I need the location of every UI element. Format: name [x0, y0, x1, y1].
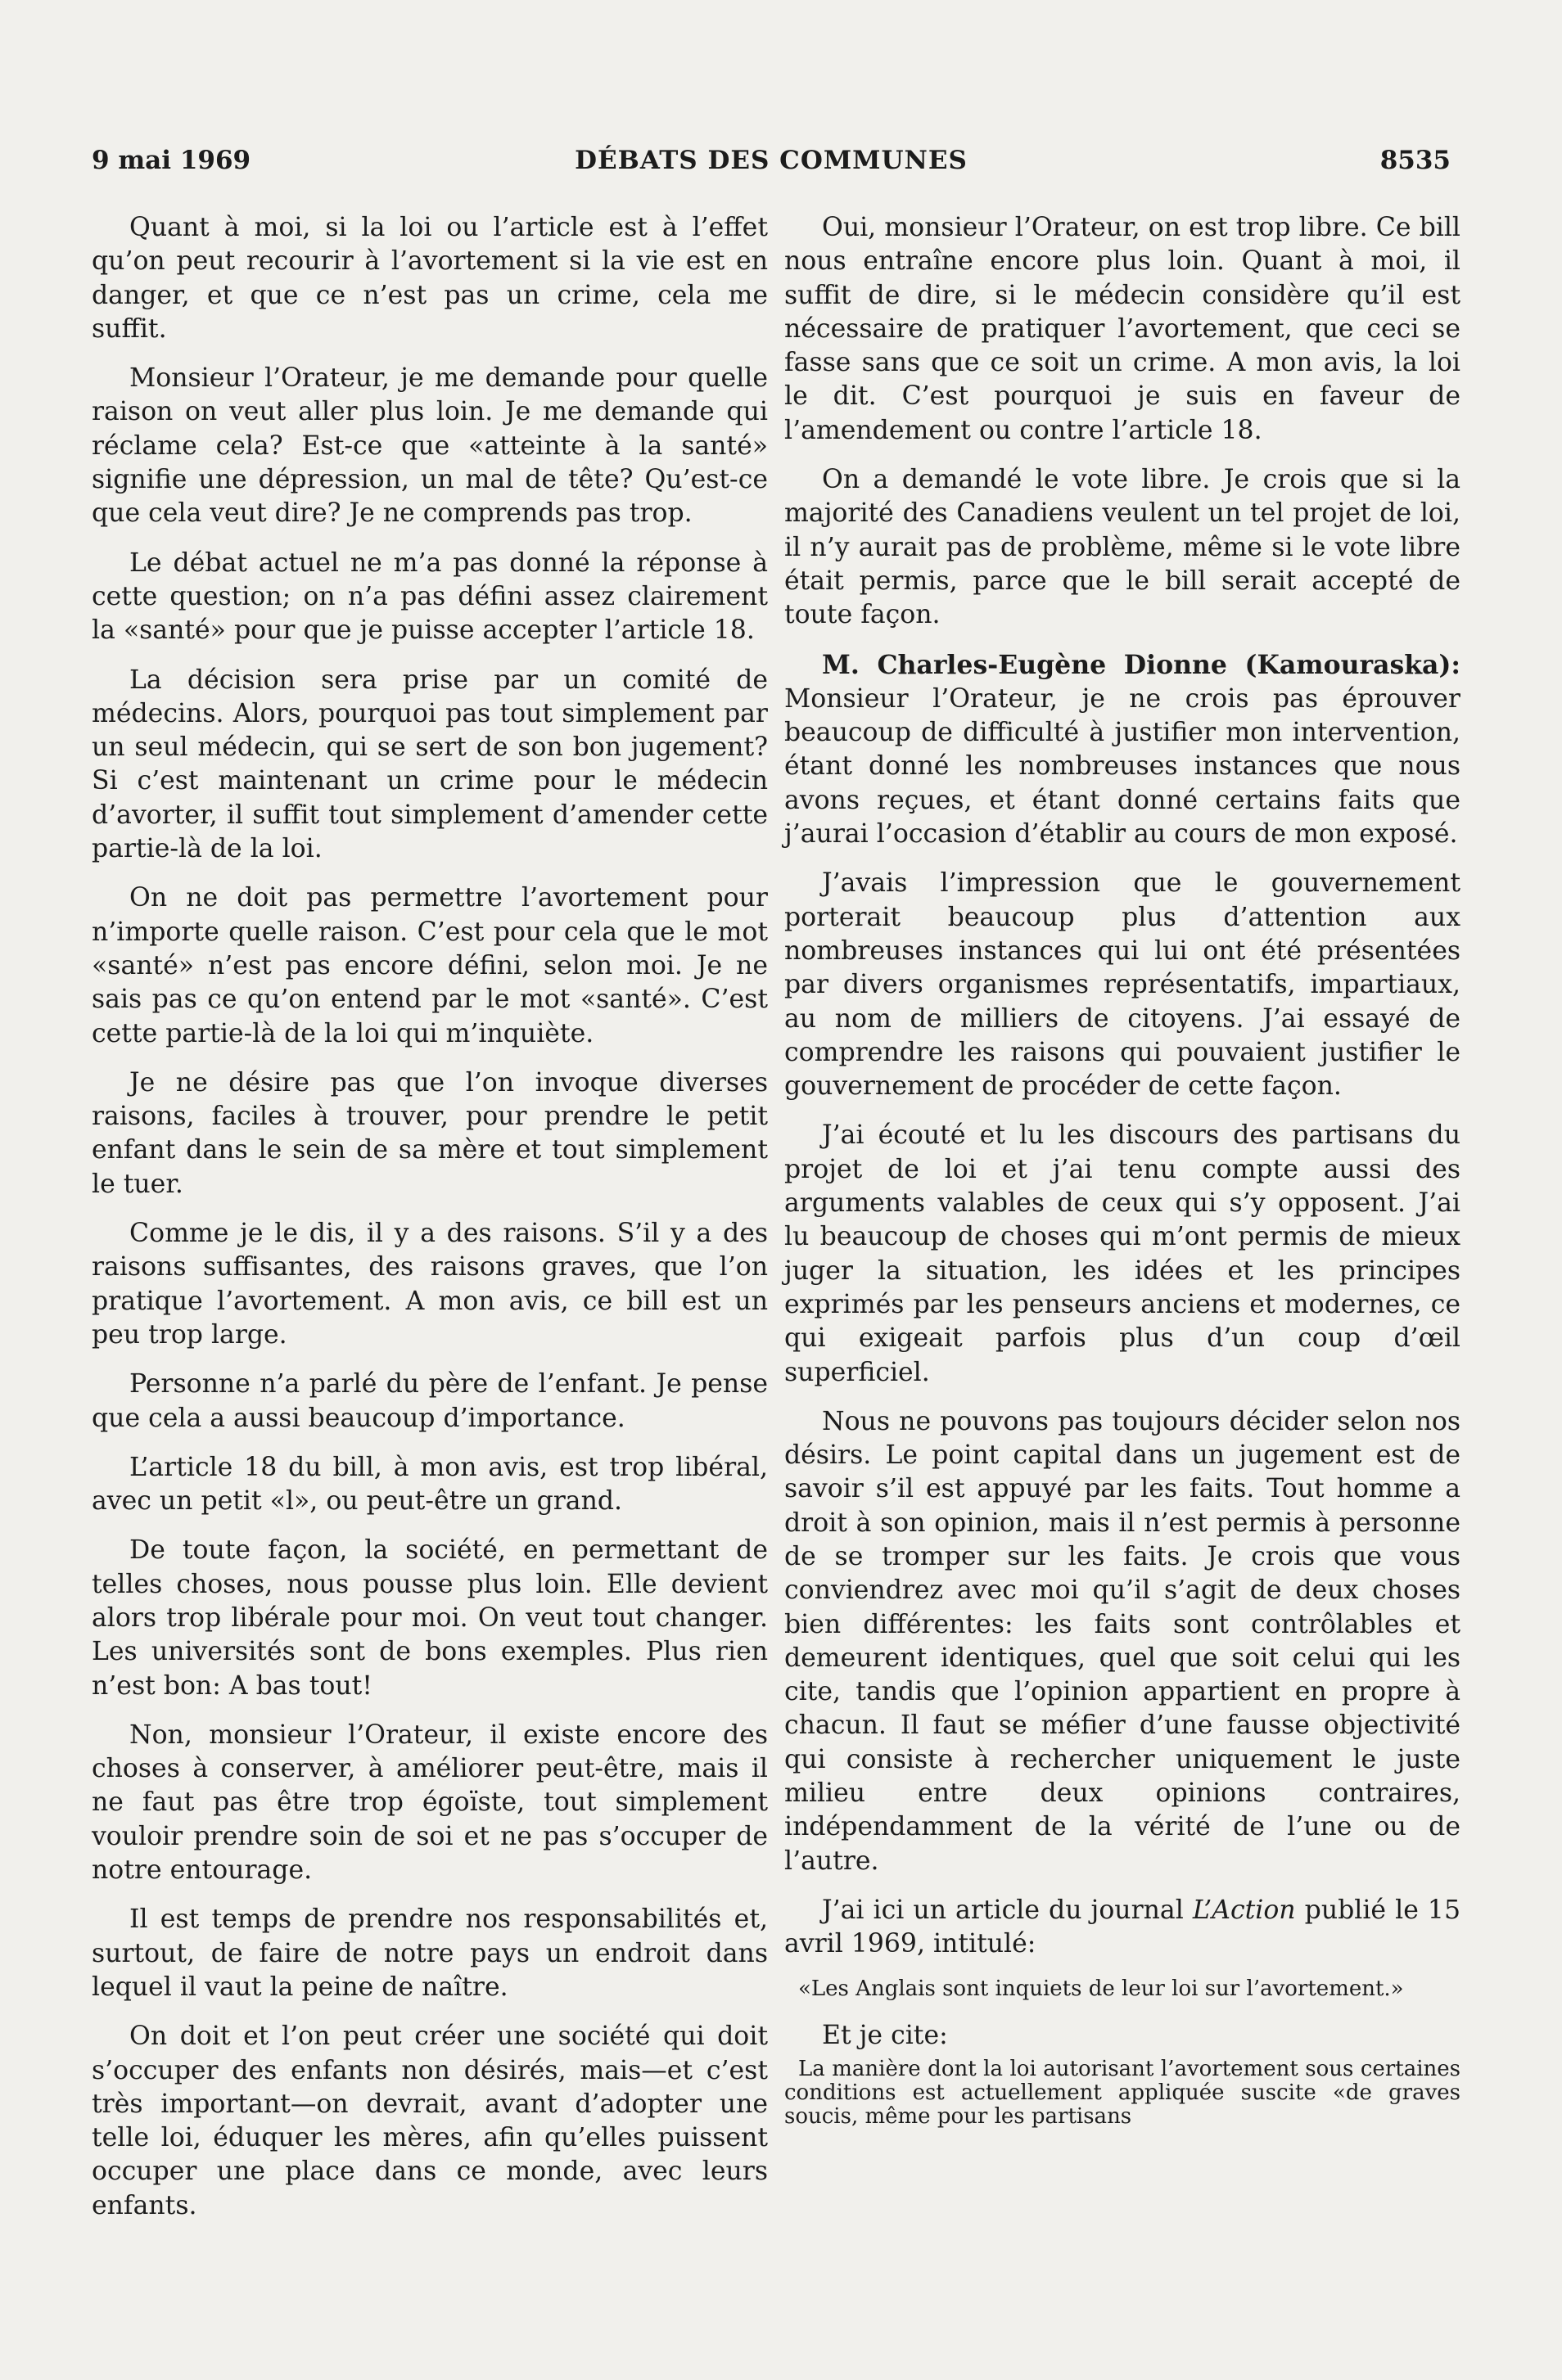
speaker-paragraph — [784, 648, 1460, 852]
quote-text: La manière dont la loi autorisant l’avortement sous certaines conditions est actuellement appliquée suscite «de graves soucis, même pour les partisans — [784, 2056, 1460, 2129]
journal-name: L’Action — [1192, 1895, 1296, 1925]
cite-intro: Et je cite: — [822, 2020, 948, 2050]
paragraph: Nous ne pouvons pas toujours décider selon nos désirs. Le point capital dans un jugement est de savoir s’il est appuyé par les faits. Tout homme a droit à son opinion, mais il n’est permis à personne de se tromper sur les faits. Je crois que vous conviendrez avec moi qu’il s’agit de deux choses bien différentes: les faits sont contrôlables et demeurent identiques, quel que soit celui qui les cite, tandis que l’opinion appartient en propre à chacun. Il faut se méfier d’une fausse objectivité qui consiste à rechercher uniquement le juste milieu entre deux opinions contraires, indépendamment de la vérité de l’une ou de l’autre. — [784, 1406, 1460, 1876]
paragraph: Le débat actuel ne m’a pas donné la réponse à cette question; on n’a pas défini assez clairement la «santé» pour que je puisse accepter l’article 18. — [92, 548, 768, 646]
header-page-number: 8535 — [1379, 146, 1451, 175]
speaker-text: Monsieur l’Orateur, je ne crois pas éprouver beaucoup de difficulté à justifier mon intervention, étant donné les nombreuses instances que nous avons reçues, et étant donné certains faits que j’aurai l’occasion d’établir au cours de mon exposé. — [784, 683, 1460, 850]
paragraph: J’ai écouté et lu les discours des partisans du projet de loi et j’ai tenu compte aussi des arguments valables de ceux qui s’y opposent. J’ai lu beaucoup de choses qui m’ont permis de mieux juger la situation, les idées et les principes exprimés par les penseurs anciens et modernes, ce qui exigeait parfois plus d’un coup d’œil superficiel. — [784, 1120, 1460, 1387]
article-intro: J’ai ici un article du journal L’Action publié le 15 avril 1969, intitulé: — [784, 1895, 1460, 1959]
page-header — [92, 146, 1451, 187]
paragraph: Je ne désire pas que l’on invoque diverses raisons, faciles à trouver, pour prendre le petit enfant dans le sein de sa mère et tout simplement le tuer. — [92, 1067, 768, 1199]
right-column — [784, 211, 1460, 2129]
speaker-name: M. Charles-Eugène Dionne (Kamouraska): — [822, 649, 1460, 680]
paragraph: On ne doit pas permettre l’avortement pour n’importe quelle raison. C’est pour cela que le mot «santé» n’est pas encore défini, selon moi. Je ne sais pas ce qu’on entend par le mot «santé». C’est cette partie-là de la loi qui m’inquiète. — [92, 883, 768, 1048]
paragraph: Il est temps de prendre nos responsabilités et, surtout, de faire de notre pays un endroit dans lequel il vaut la peine de naître. — [92, 1904, 768, 2002]
paragraph: Oui, monsieur l’Orateur, on est trop libre. Ce bill nous entraîne encore plus loin. Quant à moi, il suffit de dire, si le médecin considère qu’il est nécessaire de pratiquer l’avortement, que ceci se fasse sans que ce soit un crime. A mon avis, la loi le dit. C’est pourquoi je suis en faveur de l’amendement ou contre l’article 18. — [784, 213, 1460, 445]
paragraph: De toute façon, la société, en permettant de telles choses, nous pousse plus loin. Elle devient alors trop libérale pour moi. On veut tout changer. Les universités sont de bons exemples. Plus rien n’est bon: A bas tout! — [92, 1535, 768, 1701]
paragraph: J’avais l’impression que le gouvernement porterait beaucoup plus d’attention aux nombreuses instances qui lui ont été présentées par divers organismes représentatifs, impartiaux, au nom de milliers de citoyens. J’ai essayé de comprendre les raisons qui pouvaient justifier le gouvernement de procéder de cette façon. — [784, 868, 1460, 1102]
header-title: DÉBATS DES COMMUNES — [575, 146, 968, 175]
paragraph: On doit et l’on peut créer une société qui doit s’occuper des enfants non désirés, mais—et c’est très important—on devrait, avant d’adopter une telle loi, éduquer les mères, afin qu’elles puissent occuper une place dans ce monde, avec leurs enfants. — [92, 2022, 768, 2220]
paragraph: Quant à moi, si la loi ou l’article est à l’effet qu’on peut recourir à l’avortement si la vie est en danger, et que ce n’est pas un crime, cela me suffit. — [92, 213, 768, 344]
left-column — [92, 211, 768, 2238]
paragraph: La décision sera prise par un comité de médecins. Alors, pourquoi pas tout simplement par un seul médecin, qui se sert de son bon jugement? Si c’est maintenant un crime pour le médecin d’avorter, il suffit tout simplement d’amender cette partie-là de la loi. — [92, 665, 768, 864]
paragraph: Non, monsieur l’Orateur, il existe encore des choses à conserver, à améliorer peut-être, mais il ne faut pas être trop égoïste, tout simplement vouloir prendre soin de soi et ne pas s’occuper de notre entourage. — [92, 1720, 768, 1886]
paragraph: On a demandé le vote libre. Je crois que si la majorité des Canadiens veulent un tel projet de loi, il n’y aurait pas de problème, même si le vote libre était permis, parce que le bill serait accepté de toute façon. — [784, 465, 1460, 630]
paragraph: L’article 18 du bill, à mon avis, est trop libéral, avec un petit «l», ou peut-être un grand. — [92, 1452, 768, 1517]
paragraph: Monsieur l’Orateur, je me demande pour quelle raison on veut aller plus loin. Je me demande qui réclame cela? Est-ce que «atteinte à la santé» signifie une dépression, un mal de tête? Qu’est-ce que cela veut dire? Je ne comprends pas trop. — [92, 363, 768, 529]
paragraph: Personne n’a parlé du père de l’enfant. Je pense que cela a aussi beaucoup d’importance. — [92, 1369, 768, 1433]
paragraph: Comme je le dis, il y a des raisons. S’il y a des raisons suffisantes, des raisons graves, que l’on pratique l’avortement. A mon avis, ce bill est un peu trop large. — [92, 1219, 768, 1350]
header-date: 9 mai 1969 — [92, 146, 251, 175]
quote-title: «Les Anglais sont inquiets de leur loi sur l’avortement.» — [798, 1976, 1404, 2001]
